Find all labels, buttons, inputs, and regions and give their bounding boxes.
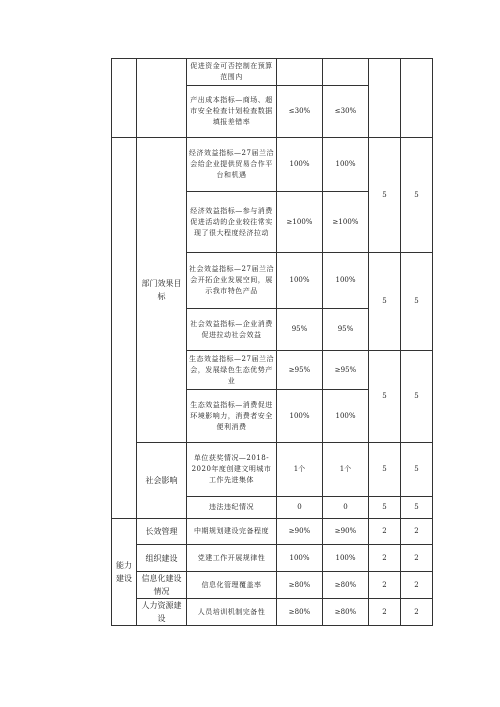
table-row: [112, 599, 433, 626]
target-value: 100%: [277, 390, 323, 443]
performance-table: [111, 58, 433, 626]
score-cell: 2: [401, 599, 433, 626]
score-cell: 5: [401, 351, 433, 443]
actual-value: 95%: [323, 309, 369, 351]
indicator-cell: 生态效益指标—27届兰洽会，发展绿色生态优势产业: [187, 351, 277, 390]
table-row: [112, 519, 433, 545]
indicator-cell: 经济效益指标—27届兰洽会给企业提供贸易合作平台和机遇: [187, 138, 277, 192]
target-value: 100%: [277, 253, 323, 309]
table-row: [112, 59, 433, 86]
target-value: 95%: [277, 309, 323, 351]
score-cell: 2: [401, 572, 433, 599]
table-row: [112, 443, 433, 497]
indicator-cell: 社会效益指标—27届兰洽会开拓企业发展空间，展示我市特色产品: [187, 253, 277, 309]
indicator-cell: 信息化管理覆盖率: [187, 572, 277, 599]
table-row: [112, 138, 433, 192]
subcategory-dept-effect: 部门效果目标: [137, 138, 187, 443]
indicator-cell: 生态效益指标—消费促进环境影响力，消费者安全便利消费: [187, 390, 277, 443]
indicator-cell: 促进资金可否控制在预算范围内: [187, 59, 277, 86]
indicator-cell: 党建工作开展规律性: [187, 545, 277, 572]
score-cell: 5: [401, 138, 433, 253]
subcategory-long-term: 长效管理: [137, 519, 187, 545]
target-value: ≥95%: [277, 351, 323, 390]
actual-value: ≥80%: [323, 599, 369, 626]
weight-cell: 2: [369, 572, 401, 599]
indicator-cell: 社会效益指标—企业消费促进拉动社会效益: [187, 309, 277, 351]
indicator-cell: 单位获奖情况—2018-2020年度创建文明城市工作先进集体: [187, 443, 277, 497]
category-capacity: 能力建设: [112, 519, 137, 626]
actual-value: ≤30%: [323, 86, 369, 138]
actual-value: 100%: [323, 545, 369, 572]
target-value: ≥80%: [277, 599, 323, 626]
weight-cell: 2: [369, 545, 401, 572]
score-cell: 2: [401, 519, 433, 545]
target-value: 100%: [277, 138, 323, 192]
weight-cell: 5: [369, 138, 401, 253]
indicator-cell: 经济效益指标—参与消费促进活动的企业较往常实现了很大程度经济拉动: [187, 192, 277, 253]
subcategory-org: 组织建设: [137, 545, 187, 572]
score-cell: 5: [401, 253, 433, 351]
target-value: ≤30%: [277, 86, 323, 138]
target-value: ≥100%: [277, 192, 323, 253]
actual-value: ≥100%: [323, 192, 369, 253]
weight-cell: 2: [369, 599, 401, 626]
actual-value: ≥95%: [323, 351, 369, 390]
target-value: [277, 59, 323, 86]
indicator-cell: 中期规划建设完备程度: [187, 519, 277, 545]
table-row: [112, 572, 433, 599]
score-cell: 5: [401, 443, 433, 497]
indicator-cell: 违法违纪情况: [187, 497, 277, 519]
actual-value: ≥80%: [323, 572, 369, 599]
category-cell-top: [112, 59, 137, 138]
score-cell: 2: [401, 545, 433, 572]
indicator-cell: 人员培训机制完备性: [187, 599, 277, 626]
weight-cell: 5: [369, 443, 401, 497]
target-value: ≥90%: [277, 519, 323, 545]
actual-value: 0: [323, 497, 369, 519]
actual-value: 100%: [323, 253, 369, 309]
target-value: ≥80%: [277, 572, 323, 599]
indicator-cell: 产出成本指标—商场、超市安全检查计划检查数据填报差错率: [187, 86, 277, 138]
weight-cell: 5: [369, 253, 401, 351]
actual-value: 1个: [323, 443, 369, 497]
category-cell: [112, 138, 137, 519]
actual-value: ≥90%: [323, 519, 369, 545]
weight-cell: 5: [369, 351, 401, 443]
subcategory-social-impact: 社会影响: [137, 443, 187, 519]
score-cell: 5: [401, 497, 433, 519]
table-row: [112, 545, 433, 572]
actual-value: [323, 59, 369, 86]
subcategory-cell-top: [137, 59, 187, 138]
actual-value: 100%: [323, 138, 369, 192]
weight-cell: 2: [369, 519, 401, 545]
target-value: 0: [277, 497, 323, 519]
subcategory-hr: 人力资源建设: [137, 599, 187, 626]
subcategory-info: 信息化建设情况: [137, 572, 187, 599]
actual-value: 100%: [323, 390, 369, 443]
target-value: 1个: [277, 443, 323, 497]
score-cell-top: [401, 59, 433, 138]
weight-cell: 5: [369, 497, 401, 519]
target-value: 100%: [277, 545, 323, 572]
weight-cell-top: [369, 59, 401, 138]
